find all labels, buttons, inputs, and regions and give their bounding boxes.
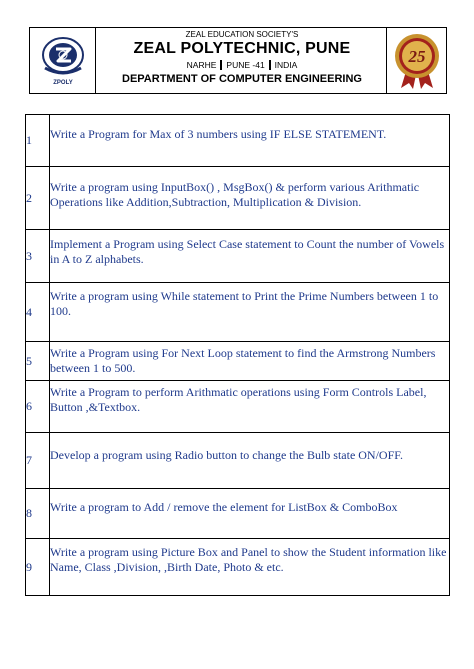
anniversary-seal-icon [393,32,441,90]
program-description: Write a program to Add / remove the element for ListBox & ComboBox [50,500,398,514]
program-number: 1 [26,115,50,167]
address-country: INDIA [274,60,298,70]
program-number: 6 [26,381,50,433]
program-description: Write a Program to perform Arithmatic operations using Form Controls Label, Button ,&Textbox. [50,384,427,414]
program-description-cell [50,342,450,381]
table-row [26,342,450,381]
program-description: Write a Program using For Next Loop statement to find the Armstrong Numbers between 1 to 500. [50,346,436,375]
program-number: 4 [26,283,50,342]
program-description-cell [50,381,450,433]
table-row [26,381,450,433]
program-number: 3 [26,230,50,283]
society-name: ZEAL EDUCATION SOCIETY'S [185,30,299,39]
college-name: ZEAL POLYTECHNIC, PUNE [133,40,351,57]
table-row [26,115,450,167]
program-description-cell [50,283,450,342]
program-description: Implement a Program using Select Case statement to Count the number of Vowels in A to Z alphabets. [50,237,445,266]
program-number: 7 [26,433,50,489]
address-city: PUNE -41 [226,60,265,70]
program-number: 8 [26,489,50,539]
program-description-cell [50,433,450,489]
address-separator [220,60,222,70]
institute-logo-cell [30,28,96,93]
program-description-cell [50,539,450,596]
table-row [26,167,450,230]
program-number: 2 [26,167,50,230]
program-description: Write a program using While statement to Print the Prime Numbers between 1 to 100. [50,289,439,318]
program-number: 5 [26,342,50,381]
address-locality: NARHE [186,60,217,70]
address-separator [269,60,271,70]
table-row [26,489,450,539]
program-list-table [25,114,450,596]
table-row [26,433,450,489]
seal-number: 25 [408,47,426,66]
program-description: Write a program using Picture Box and Panel to show the Student information like Name, Class ,Division, ,Birth Date, Photo & etc. [50,545,447,574]
program-description-cell [50,167,450,230]
program-description-cell [50,230,450,283]
department-name: DEPARTMENT OF COMPUTER ENGINEERING [122,73,362,85]
letterhead [29,27,447,94]
program-description: Develop a program using Radio button to change the Bulb state ON/OFF. [50,448,403,462]
institute-logo-icon [38,34,88,80]
table-row [26,283,450,342]
program-description: Write a program using InputBox() , MsgBox() & perform various Arithmatic Operations like Addition,Subtraction, Multiplication & Division. [50,180,420,209]
program-number: 9 [26,539,50,596]
table-row [26,539,450,596]
program-description-cell [50,115,450,167]
college-address [96,60,388,70]
anniversary-seal-cell [386,28,446,93]
program-description-cell [50,489,450,539]
table-row [26,230,450,283]
program-description: Write a Program for Max of 3 numbers using IF ELSE STATEMENT. [50,127,387,141]
letterhead-title-block [96,28,388,93]
logo-caption: ZPOLY [53,80,73,86]
